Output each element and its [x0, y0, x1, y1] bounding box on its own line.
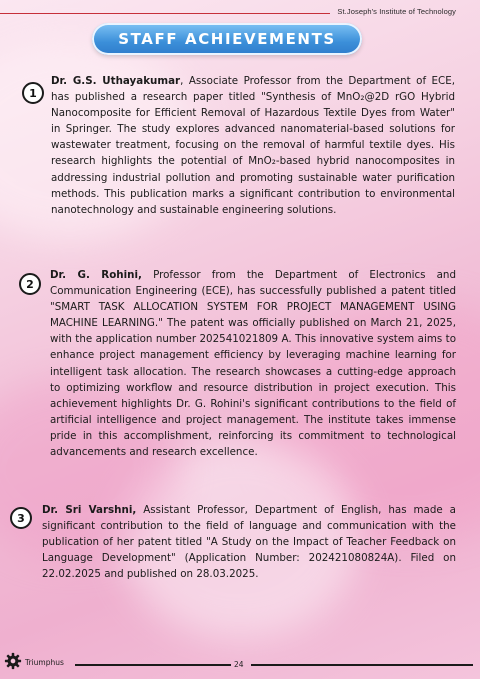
achievement-description: Professor from the Department of Electronics and Communication Engineering (ECE), has successfully published a patent titled "SMART TASK ALLOCATION SYSTEM FOR PROJECT MANAGEMENT USING MACHINE LEARNING." The patent was officially published on March 21, 2025, with the application number 202541021809 A. This innovative system aims to enhance project management efficiency by leveraging machine learning for intelligent task allocation. The research showcases a cutting-edge approach to optimizing workflow and resource distribution in project execution. This achievement highlights Dr. G. Rohini's significant contributions to the field of artificial intelligence and project management. The institute takes immense pride in this accomplishment, reinforcing its commitment to technological advancements and research excellence.: [50, 269, 456, 459]
footer-rule: [251, 664, 473, 666]
staff-name: Dr. Sri Varshni,: [42, 504, 137, 516]
achievement-text: [42, 502, 456, 582]
item-number-badge: 1: [22, 82, 44, 104]
staff-name: Dr. G. Rohini,: [50, 269, 142, 281]
page-number: 24: [234, 660, 244, 669]
item-number-badge: 2: [19, 273, 41, 295]
footer-brand: Triumphus: [25, 658, 64, 667]
achievement-text: [51, 73, 455, 218]
header-rule: [0, 13, 330, 14]
page-title: STAFF ACHIEVEMENTS: [118, 30, 336, 48]
institute-name: St.Joseph's Institute of Technology: [337, 7, 456, 16]
staff-name: Dr. G.S. Uthayakumar: [51, 75, 181, 87]
gear-icon: [4, 652, 22, 670]
achievement-description: , Associate Professor from the Department of ECE, has published a research paper titled "Synthesis of MnO₂@2D rGO Hybrid Nanocomposite for Efficient Removal of Hazardous Textile Dyes from Water" in Springer. The study explores advanced nanomaterial-based solutions for wastewater treatment, focusing on the removal of harmful textile dyes. His research highlights the potential of MnO₂-based hybrid nanocomposites in addressing industrial pollution and promoting sustainable water purification methods. This publication marks a significant contribution to environmental nanotechnology and sustainable engineering solutions.: [51, 75, 455, 216]
item-number-badge: 3: [10, 507, 32, 529]
footer-rule: [75, 664, 231, 666]
header-bar: [0, 5, 480, 19]
page-footer: [0, 652, 480, 674]
achievement-description: Assistant Professor, Department of English, has made a significant contribution to the field of language and communication with the publication of her patent titled "A Study on the Impact of Teacher Feedback on Language Development" (Application Number: 202421080824A). Filed on 22.02.2025 and published on 28.03.2025.: [42, 504, 456, 581]
title-banner: [92, 23, 362, 55]
achievement-text: [50, 267, 456, 460]
